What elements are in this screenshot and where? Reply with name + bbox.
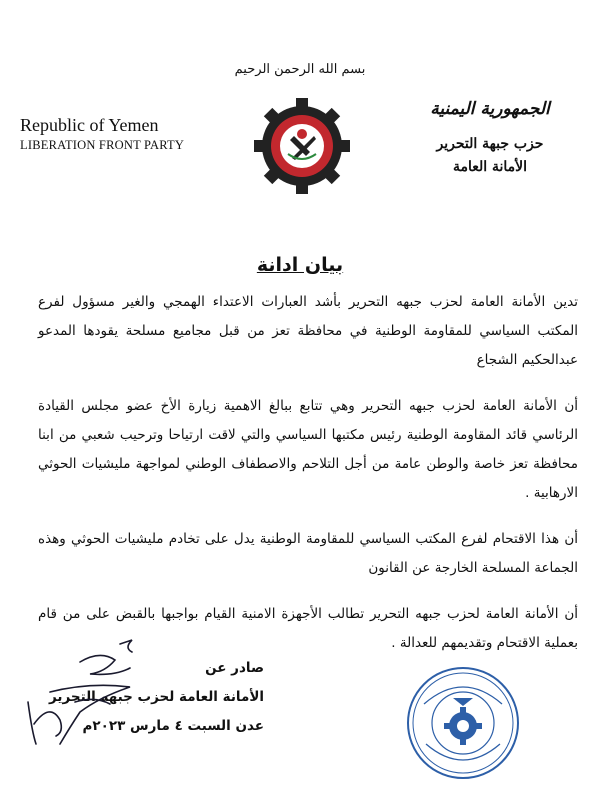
paragraph-1: تدين الأمانة العامة لحزب جبهه التحرير بأشد العبارات الاعتداء الهمجي والغير مسؤول لفرع المكتب السياسي للمقاومة الوطنية في محافظة تعز من قبل مجاميع مسلحة يقودها المدعو عبدالحكيم الشجاع	[38, 294, 578, 368]
issued-from: صادر عن	[205, 660, 264, 676]
english-letterhead	[20, 114, 210, 154]
handwritten-signature-icon	[20, 632, 170, 752]
issuer: الأمانة العامة لحزب جبهه التحرير	[49, 689, 264, 705]
paragraph-3: أن هذا الاقتحام لفرع المكتب السياسي للمقاومة الوطنية يدل على تخادم مليشيات الحوثي وهذه الجماعة المسلحة الخارجة عن القانون	[38, 531, 578, 576]
basmala: بسم الله الرحمن الرحيم	[234, 62, 366, 77]
english-country-name: Republic of Yemen	[20, 115, 159, 135]
official-stamp-icon	[404, 664, 522, 782]
arabic-party-name: حزب جبهة التحرير	[436, 136, 544, 152]
arabic-secretariat: الأمانة العامة	[452, 159, 528, 175]
arabic-letterhead	[410, 96, 570, 178]
place-date: عدن السبت ٤ مارس ٢٠٢٣م	[82, 718, 264, 734]
english-party-name: LIBERATION FRONT PARTY	[20, 138, 185, 152]
arabic-country-name: الجمهورية اليمنية	[430, 99, 550, 119]
document-title: بيان ادانة	[256, 254, 344, 276]
paragraph-4: أن الأمانة العامة لحزب جبهه التحرير تطالب الأجهزة الامنية القيام بواجبها بالقبض على من قام بعملية الاقتحام وتقديمهم للعدالة .	[38, 606, 578, 651]
document-body	[38, 288, 578, 675]
paragraph-2: أن الأمانة العامة لحزب جبهه التحرير وهي تتابع ببالغ الاهمية زيارة الأخ عضو مجلس القيادة الرئاسي قائد المقاومة الوطنية رئيس مكتبها السياسي والتي لاقت ارتياحا وترحيب شعبي من ابنا محافظة تعز خاصة والوطن عامة من أجل التلاحم والاصطفاف الوطني لمواجهة مليشيات الحوثي الارهابية .	[38, 398, 578, 501]
gear-emblem-icon	[242, 90, 362, 195]
